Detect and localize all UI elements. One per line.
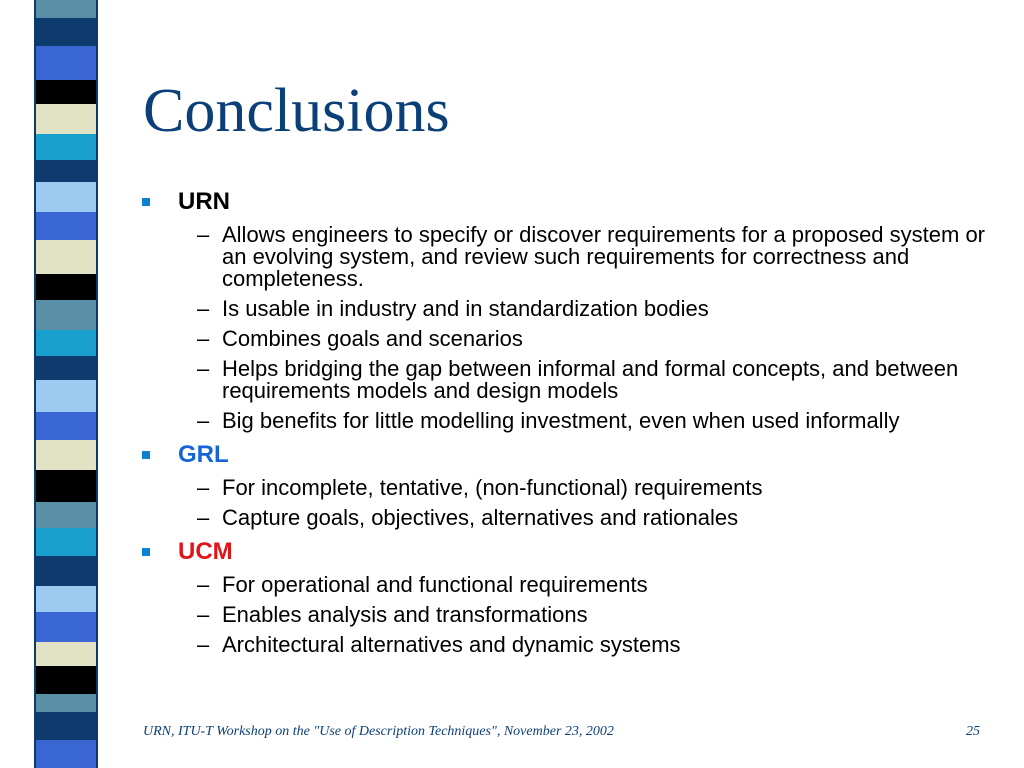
dash-bullet: – (197, 602, 210, 627)
footer-text: URN, ITU-T Workshop on the "Use of Description Techniques", November 23, 2002 (143, 724, 614, 739)
stripe-block (36, 274, 96, 300)
stripe-block (36, 470, 96, 502)
stripe-block (36, 134, 96, 160)
bullet-content (140, 187, 1000, 664)
section-urn (140, 187, 1000, 432)
square-bullet-icon (142, 451, 150, 459)
slide-title: Conclusions (143, 77, 450, 145)
stripe-block (36, 502, 96, 528)
page-number: 25 (966, 724, 980, 739)
stripe-block (36, 160, 96, 182)
dash-bullet: – (197, 296, 210, 321)
dash-bullet: – (197, 326, 210, 351)
dash-bullet: – (197, 632, 210, 657)
stripe-block (36, 212, 96, 240)
stripe-graphic (0, 0, 118, 768)
dash-bullet: – (197, 572, 210, 597)
list-item (140, 507, 1000, 529)
dash-bullet: – (197, 475, 210, 500)
list-item (140, 328, 1000, 350)
list-item (140, 604, 1000, 626)
list-item (140, 358, 1000, 402)
stripe-edge-right (96, 0, 98, 768)
list-item (140, 634, 1000, 656)
dash-bullet: – (197, 356, 210, 381)
list-item-text: Allows engineers to specify or discover requirements for a proposed system or an evolving system, and review such requirements for correctness and completeness. (222, 222, 986, 291)
stripe-block (36, 300, 96, 330)
stripe-block (36, 528, 96, 556)
list-item-text: Enables analysis and transformations (222, 602, 588, 627)
stripe-block (36, 380, 96, 412)
section-ucm (140, 537, 1000, 656)
stripe-block (36, 586, 96, 612)
dash-bullet: – (197, 505, 210, 530)
stripe-block (36, 412, 96, 440)
section-heading-text: UCM (178, 538, 233, 565)
list-item (140, 410, 1000, 432)
list-item-text: For incomplete, tentative, (non-functional) requirements (222, 475, 763, 500)
section-heading (140, 187, 1000, 218)
stripe-block (36, 330, 96, 356)
stripe-block (36, 642, 96, 666)
dash-bullet: – (197, 408, 210, 433)
stripe-edge-left (34, 0, 36, 768)
section-grl (140, 440, 1000, 529)
section-heading (140, 537, 1000, 568)
list-item (140, 224, 1000, 290)
decorative-stripe-bar (0, 0, 118, 768)
stripe-block (36, 712, 96, 740)
stripe-block (36, 240, 96, 274)
list-item (140, 477, 1000, 499)
list-item-text: Big benefits for little modelling investment, even when used informally (222, 408, 900, 433)
stripe-block (36, 440, 96, 470)
list-item-text: Capture goals, objectives, alternatives and rationales (222, 505, 739, 530)
stripe-block (36, 80, 96, 104)
stripe-block (36, 612, 96, 642)
list-item-text: For operational and functional requirements (222, 572, 648, 597)
stripe-block (36, 694, 96, 712)
stripe-block (36, 46, 96, 80)
stripe-block (36, 666, 96, 694)
list-item-text: Architectural alternatives and dynamic systems (222, 632, 681, 657)
list-item-text: Is usable in industry and in standardization bodies (222, 296, 709, 321)
square-bullet-icon (142, 198, 150, 206)
stripe-block (36, 556, 96, 586)
list-item-text: Helps bridging the gap between informal and formal concepts, and between requirements models and design models (222, 356, 959, 403)
section-heading-text: URN (178, 188, 230, 215)
stripe-block (36, 104, 96, 134)
stripe-block (36, 18, 96, 46)
dash-bullet: – (197, 222, 210, 247)
section-heading (140, 440, 1000, 471)
square-bullet-icon (142, 548, 150, 556)
stripe-block (36, 182, 96, 212)
list-item-text: Combines goals and scenarios (222, 326, 523, 351)
list-item (140, 298, 1000, 320)
section-heading-text: GRL (178, 441, 229, 468)
stripe-block (36, 740, 96, 768)
stripe-block (36, 356, 96, 380)
list-item (140, 574, 1000, 596)
stripe-block (36, 0, 96, 18)
